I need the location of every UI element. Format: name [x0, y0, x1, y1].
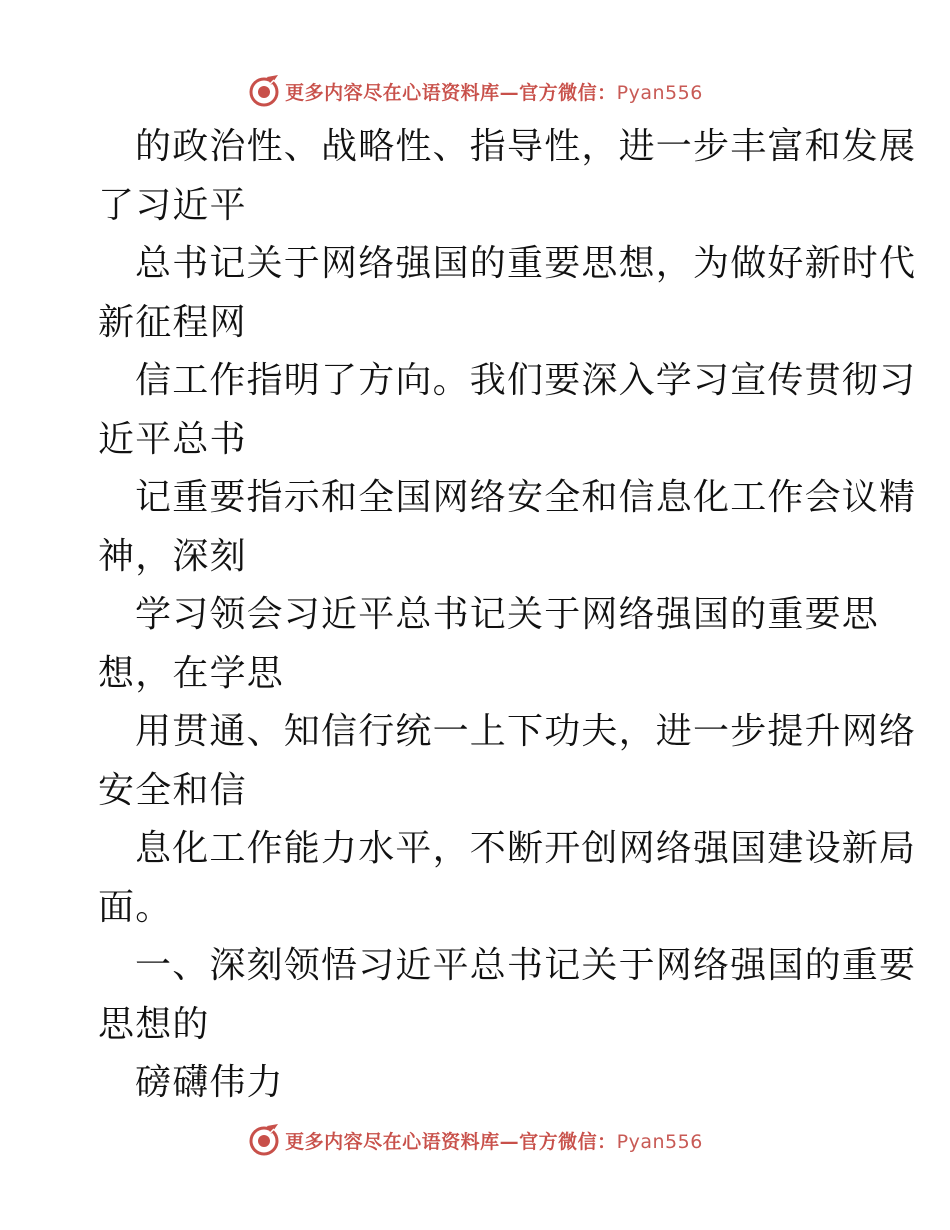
text-line: 新征程网	[98, 301, 247, 343]
quill-pen-seal-icon	[247, 74, 281, 108]
section-heading-line: 磅礴伟力	[135, 1062, 284, 1103]
text-line: 总书记关于网络强国的重要思想，为做好新时代	[135, 243, 917, 284]
text-line: 安全和信	[98, 769, 247, 811]
text-line: 信工作指明了方向。我们要深入学习宣传贯彻习	[135, 360, 917, 401]
section-heading-line: 思想的	[98, 1003, 210, 1045]
text-line: 了习近平	[98, 184, 247, 226]
text-line: 的政治性、战略性、指导性，进一步丰富和发展	[135, 126, 917, 167]
section-heading-line: 一、深刻领悟习近平总书记关于网络强国的重要	[135, 945, 917, 986]
watermark-handle: Pyan556	[616, 81, 703, 104]
text-line: 想，在学思	[98, 652, 285, 694]
text-line: 息化工作能力水平，不断开创网络强国建设新局	[135, 828, 917, 869]
quill-pen-seal-icon	[247, 1123, 281, 1157]
text-line: 用贯通、知信行统一上下功夫，进一步提升网络	[135, 711, 917, 752]
watermark-handle: Pyan556	[616, 1130, 703, 1153]
text-line: 记重要指示和全国网络安全和信息化工作会议精	[135, 477, 917, 518]
document-body	[98, 118, 917, 1113]
text-line: 学习领会习近平总书记关于网络强国的重要思	[135, 594, 880, 635]
text-line: 神，深刻	[98, 535, 247, 577]
header-watermark	[0, 71, 950, 111]
text-line: 近平总书	[98, 418, 247, 460]
watermark-text: 更多内容尽在心语资料库—官方微信：	[285, 1130, 617, 1153]
watermark-text: 更多内容尽在心语资料库—官方微信：	[285, 81, 617, 104]
footer-watermark	[0, 1120, 950, 1160]
text-line: 面。	[98, 886, 173, 928]
